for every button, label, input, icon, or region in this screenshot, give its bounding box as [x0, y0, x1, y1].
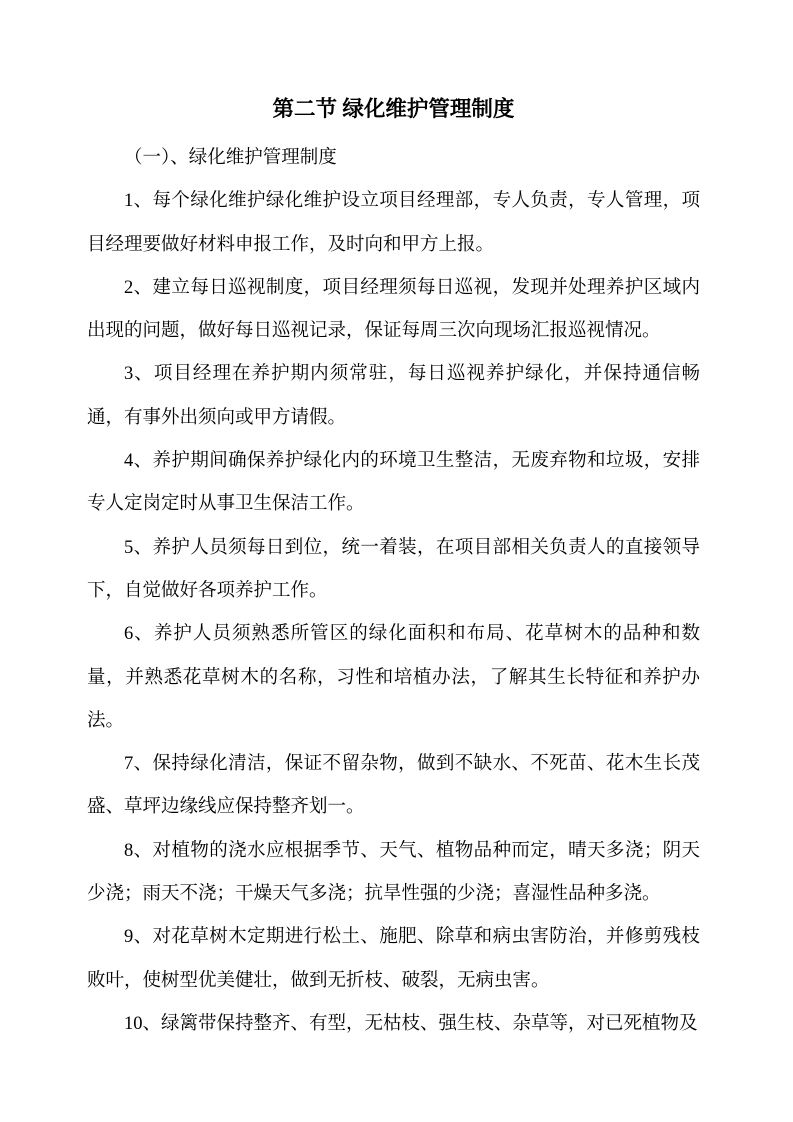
paragraph-3: 3、项目经理在养护期内须常驻，每日巡视养护绿化，并保持通信畅通，有事外出须向或甲方请假。	[87, 364, 700, 428]
paragraph-6: 6、养护人员须熟悉所管区的绿化面积和布局、花草树木的品种和数量，并熟悉花草树木的名称，习性和培植办法，了解其生长特征和养护办法。	[87, 624, 700, 731]
paragraph-7: 7、保持绿化清洁，保证不留杂物，做到不缺水、不死苗、花木生长茂盛、草坪边缘线应保持整齐划一。	[87, 754, 700, 818]
section-heading: （一）、绿化维护管理制度	[124, 148, 337, 168]
paragraph-10: 10、绿篱带保持整齐、有型，无枯枝、强生枝、杂草等，对已死植物及	[124, 1013, 698, 1034]
paragraph-9: 9、对花草树木定期进行松土、施肥、除草和病虫害防治，并修剪残枝败叶，使树型优美健壮，做到无折枝、破裂，无病虫害。	[87, 927, 700, 991]
document-title: 第二节 绿化维护管理制度	[272, 97, 515, 121]
paragraph-8: 8、对植物的浇水应根据季节、天气、植物品种而定，晴天多浇；阴天少浇；雨天不浇；干燥天气多浇；抗旱性强的少浇；喜湿性品种多浇。	[87, 840, 700, 905]
paragraph-4: 4、养护期间确保养护绿化内的环境卫生整洁，无废弃物和垃圾，安排专人定岗定时从事卫生保洁工作。	[87, 451, 700, 515]
paragraph-5: 5、养护人员须每日到位，统一着装，在项目部相关负责人的直接领导下，自觉做好各项养护工作。	[87, 537, 700, 601]
paragraph-1: 1、每个绿化维护绿化维护设立项目经理部，专人负责，专人管理，项目经理要做好材料申报工作，及时向和甲方上报。	[87, 191, 700, 255]
paragraph-2: 2、建立每日巡视制度，项目经理须每日巡视，发现并处理养护区域内出现的问题，做好每日巡视记录，保证每周三次向现场汇报巡视情况。	[87, 277, 700, 342]
document-content	[87, 93, 700, 1034]
